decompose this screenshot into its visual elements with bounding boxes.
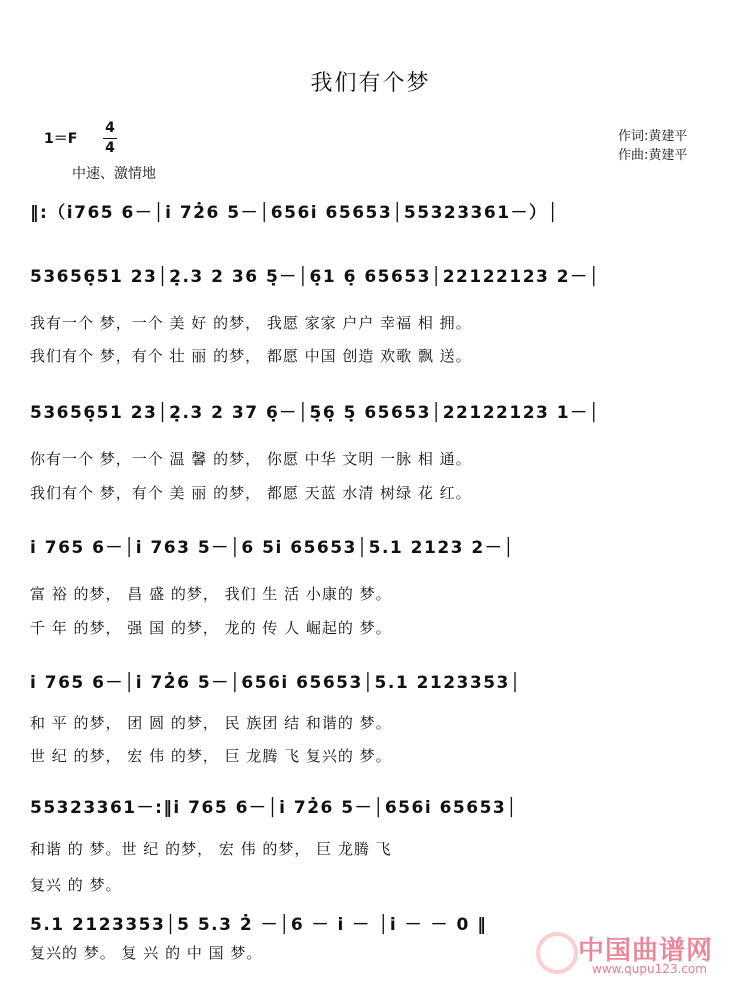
score-system-1: [30, 194, 716, 224]
score-system-5: [30, 664, 716, 694]
lyric-line: 我有一个 梦，一个 美 好 的梦， 我愿 家家 户户 幸福 相 拥。: [30, 314, 472, 332]
lyric-line: 复兴 的 梦。: [30, 876, 122, 894]
lyricist-credit: 作词:黄建平: [618, 129, 688, 144]
key-signature: 1＝F: [44, 131, 78, 147]
lyric-line: 千 年 的梦， 强 国 的梦， 龙的 传 人 崛起的 梦。: [30, 619, 392, 637]
notation-line: i 765 6－│i 72̇6 5－│656i 65653│5.1 2123353│: [30, 673, 522, 693]
time-signature: [103, 120, 117, 157]
lyric-line: 我们有个 梦，有个 壮 丽 的梦， 都愿 中国 创造 欢歌 飘 送。: [30, 347, 472, 365]
watermark-url: www.qupu123.com: [592, 962, 707, 976]
lyric-line: 和谐 的 梦。世 纪 的梦， 宏 伟 的梦， 巨 龙腾 飞: [30, 840, 392, 858]
lyric-line: 富 裕 的梦， 昌 盛 的梦， 我们 生 活 小康的 梦。: [30, 585, 392, 603]
watermark-logo-icon: [536, 932, 578, 974]
notation-line: i 765 6－│i 763 5－│6 5i 65653│5.1 2123 2－│: [30, 538, 515, 558]
song-title: 我们有个梦: [310, 71, 431, 96]
score-system-3: [30, 394, 716, 424]
tempo-marking: 中速、激情地: [72, 166, 156, 182]
lyric-line: 和 平 的梦， 团 圆 的梦， 民 族团 结 和谐的 梦。: [30, 714, 392, 732]
notation-line: ‖:（i765 6－│i 72̇6 5－│656i 65653│55323361－）│: [30, 203, 560, 223]
lyric-line: 我们有个 梦，有个 美 丽 的梦， 都愿 天蓝 水清 树绿 花 红。: [30, 484, 472, 502]
notation-line: 53656̣51 23│2̣.3 2 37 6̣－│5̣6̣ 5̣ 65653│22122123 1－│: [30, 403, 601, 423]
lyric-line: 复兴的 梦。 复 兴 的 中 国 梦。: [30, 944, 263, 962]
notation-line: 5.1 2123353│5 5.3 2̇ －│6 － i － │i － － 0 ‖: [30, 915, 488, 935]
score-system-4: [30, 529, 716, 559]
time-signature-line: [103, 138, 117, 139]
lyric-line: 世 纪 的梦， 宏 伟 的梦， 巨 龙腾 飞 复兴的 梦。: [30, 747, 392, 765]
lyric-line: 你有一个 梦，一个 温 馨 的梦， 你愿 中华 文明 一脉 相 通。: [30, 450, 472, 468]
notation-line: 55323361－:‖i 765 6－│i 72̇6 5－│656i 65653│: [30, 798, 518, 818]
composer-credit: 作曲:黄建平: [618, 148, 688, 163]
time-signature-top: 4: [105, 120, 115, 136]
watermark-name: 中国曲谱网: [578, 936, 714, 966]
notation-line: 53656̣51 23│2̣.3 2 36 5̣－│6̣1 6̣ 65653│22122123 2－│: [30, 267, 601, 287]
score-system-6: [30, 789, 716, 819]
time-signature-bottom: 4: [105, 140, 115, 156]
score-system-2: [30, 258, 716, 288]
